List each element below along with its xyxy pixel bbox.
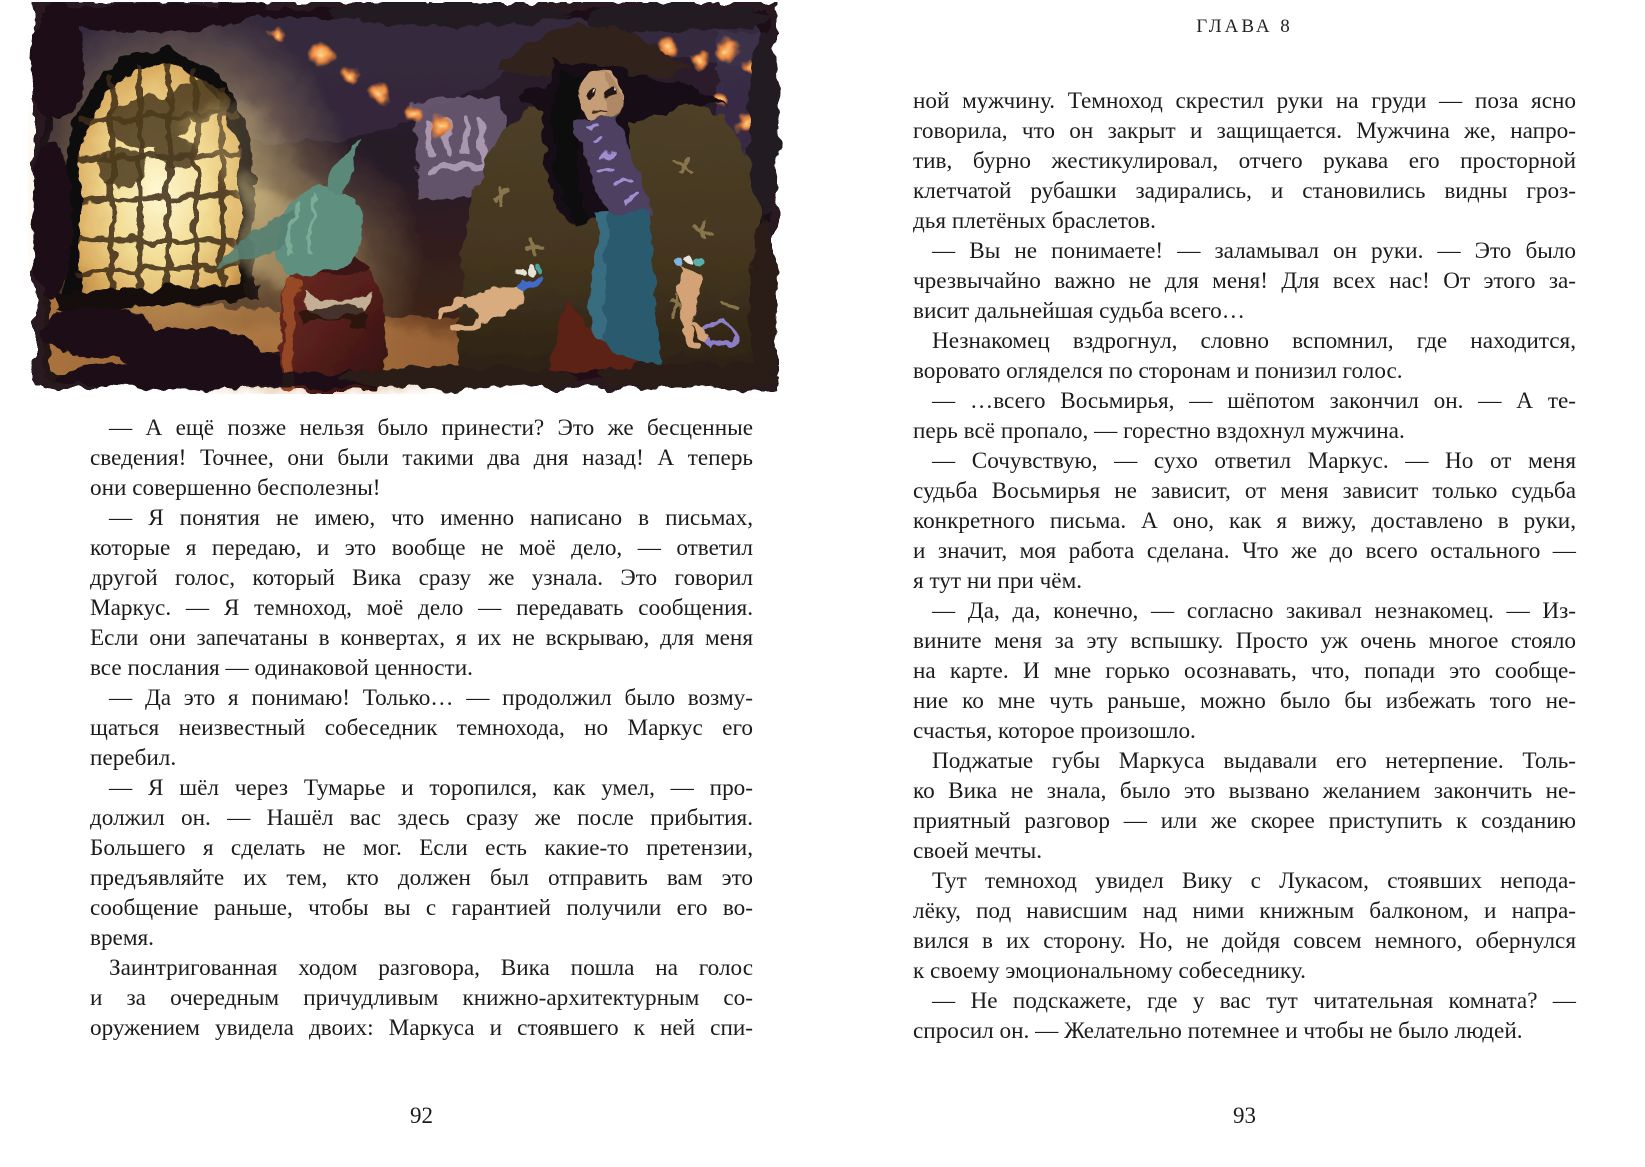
text-line: чрезвычайно важно не для меня! Для всех нас! От этого за- (913, 268, 1576, 294)
left-page-number: 92 (410, 1103, 433, 1128)
left-page-text (90, 413, 753, 1043)
text-line: клетчатой рубашки задирались, и становились видны гроз- (913, 178, 1576, 204)
text-line: Поджатые губы Маркуса выдавали его нетерпение. Толь- (932, 748, 1576, 774)
text-line: Тут темноход увидел Вику с Лукасом, стоявших непода- (932, 868, 1576, 894)
text-line: счастья, которое произошло. (913, 718, 1196, 744)
right-page-number: 93 (1233, 1103, 1256, 1128)
text-line: должил он. — Нашёл вас здесь сразу же после прибытия. (90, 805, 753, 831)
text-line: сведения! Точнее, они были такими два дня назад! А теперь (90, 445, 753, 471)
text-line: ко Вика не знала, было это вызвано желанием закончить не- (913, 778, 1576, 804)
text-line: и за очередным причудливым книжно-архитектурным со- (90, 985, 753, 1011)
text-line: конкретного письма. А оно, как я вижу, доставлено в руки, (913, 508, 1576, 534)
text-line: — Я шёл через Тумарье и торопился, как умел, — про- (109, 775, 753, 801)
text-line: говорила, что он закрыт и защищается. Мужчина же, напро- (913, 118, 1576, 144)
text-line: перь всё пропало, — горестно вздохнул мужчина. (913, 418, 1405, 444)
text-line: — Я понятия не имею, что именно написано в письмах, (109, 505, 753, 531)
text-line: дья плетёных браслетов. (913, 208, 1156, 234)
text-line: к своему эмоциональному собеседнику. (913, 958, 1306, 984)
text-line: я тут ни при чём. (913, 568, 1083, 594)
text-line: перебил. (90, 745, 177, 771)
text-line: лёку, под нависшим над ними книжным балконом, и напра- (913, 898, 1576, 924)
text-line: — Да это я понимаю! Только… — продолжил было возму- (109, 685, 753, 711)
text-line: на карте. И мне горько осознавать, что, попади это сообще- (913, 658, 1576, 684)
chapter-illustration (28, 2, 784, 394)
text-line: своей мечты. (913, 838, 1043, 864)
text-line: время. (90, 925, 154, 951)
text-line: оружением увидела двоих: Маркуса и стоявшего к ней спи- (90, 1015, 753, 1041)
chapter-header: ГЛАВА 8 (1196, 16, 1293, 37)
text-line: тив, бурно жестикулировал, отчего рукава его просторной (913, 148, 1576, 174)
text-line: — Сочувствую, — сухо ответил Маркус. — Но от меня (932, 448, 1576, 474)
text-line: Незнакомец вздрогнул, словно вспомнил, где находится, (932, 328, 1576, 354)
text-line: и значит, моя работа сделана. Что же до всего остального — (913, 538, 1576, 564)
text-line: ной мужчину. Темноход скрестил руки на груди — поза ясно (913, 88, 1576, 114)
text-line: Если они запечатаны в конвертах, я их не вскрываю, для меня (90, 625, 753, 651)
illustration-svg (28, 2, 784, 394)
text-line: Большего я сделать не мог. Если есть какие-то претензии, (90, 835, 753, 861)
text-line: щаться неизвестный собеседник темнохода, но Маркус его (90, 715, 753, 741)
text-line: другой голос, который Вика сразу же узнала. Это говорил (90, 565, 753, 591)
right-page-text (913, 86, 1576, 1046)
text-line: — Не подскажете, где у вас тут читательная комната? — (932, 988, 1576, 1014)
text-line: приятный разговор — или же скорее приступить к созданию (913, 808, 1576, 834)
text-line: вился в их сторону. Но, не дойдя совсем немного, обернулся (913, 928, 1576, 954)
text-line: Маркус. — Я темноход, моё дело — передавать сообщения. (90, 595, 753, 621)
text-line: спросил он. — Желательно потемнее и чтобы не было людей. (913, 1018, 1523, 1044)
text-line: вините меня за эту вспышку. Просто уж очень многое стояло (913, 628, 1576, 654)
text-line: все послания — одинаковой ценности. (90, 655, 473, 681)
text-line: ние ко мне чуть раньше, можно было бы избежать того не- (913, 688, 1576, 714)
text-line: воровато огляделся по сторонам и понизил голос. (913, 358, 1403, 384)
text-line: Заинтригованная ходом разговора, Вика пошла на голос (109, 955, 753, 981)
text-line: — А ещё позже нельзя было принести? Это же бесценные (109, 415, 753, 441)
text-line: сообщение раньше, чтобы вы с гарантией получили его во- (90, 895, 753, 921)
text-line: — Да, да, конечно, — согласно закивал незнакомец. — Из- (932, 598, 1576, 624)
text-line: — …всего Восьмирья, — шёпотом закончил он. — А те- (932, 388, 1576, 414)
text-line: предъявляйте их тем, кто должен был отправить вам это (90, 865, 753, 891)
text-line: судьба Восьмирья не зависит, от меня зависит только судьба (913, 478, 1576, 504)
text-line: они совершенно бесполезны! (90, 475, 381, 501)
text-line: висит дальнейшая судьба всего… (913, 298, 1245, 324)
text-line: которые я передаю, и это вообще не моё дело, — ответил (90, 535, 753, 561)
text-line: — Вы не понимаете! — заламывал он руки. — Это было (932, 238, 1576, 264)
